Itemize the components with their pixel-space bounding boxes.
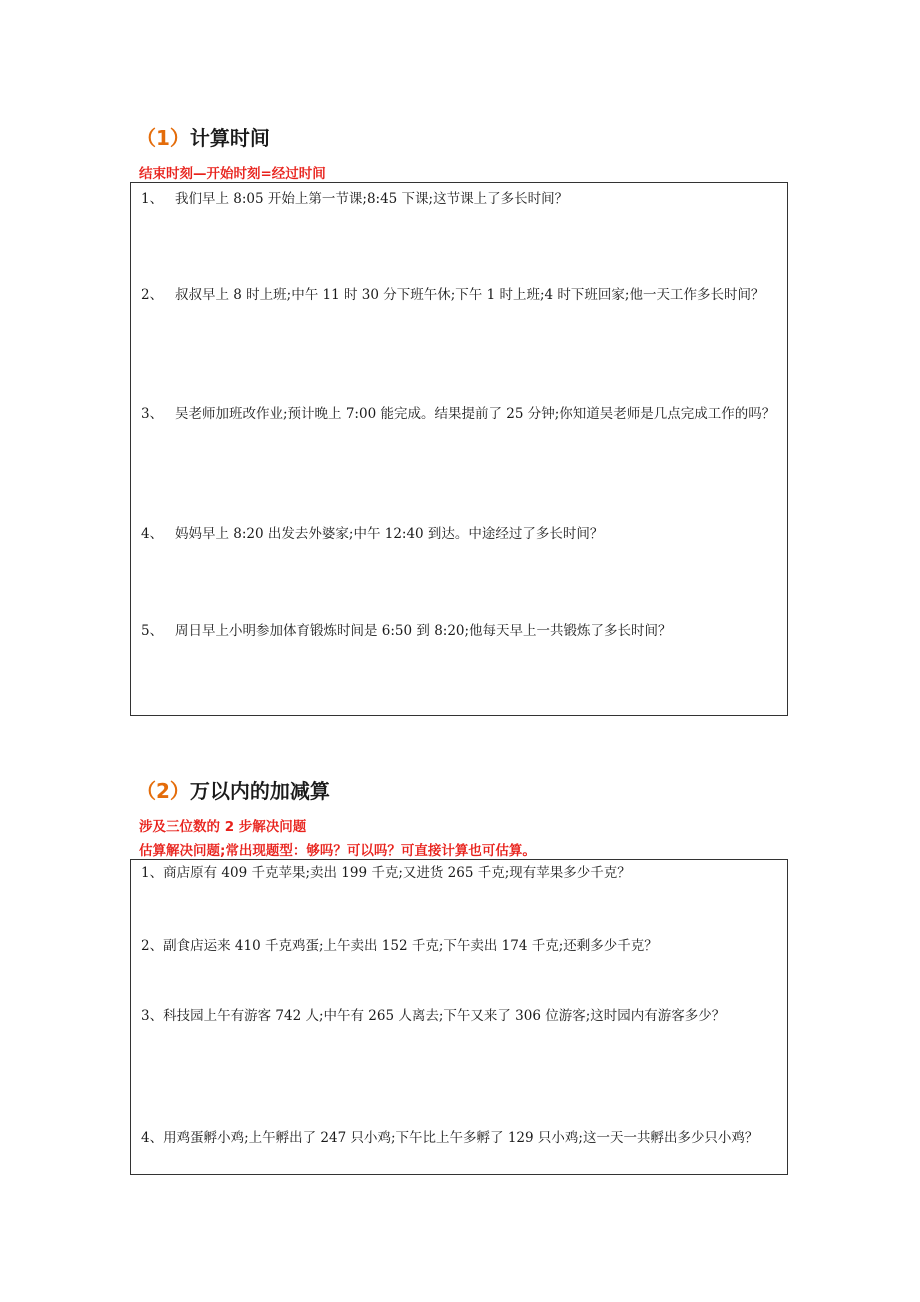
section-1-formula-note: 结束时刻—开始时刻=经过时间 — [139, 166, 326, 182]
question-text: 叔叔早上 8 时上班;中午 11 时 30 分下班午休;下午 1 时上班;4 时下班回家;他一天工作多长时间？ — [175, 287, 765, 303]
section-2-heading: 万以内的加减算 — [189, 779, 330, 803]
question-text: 我们早上 8:05 开始上第一节课;8:45 下课;这节课上了多长时间？ — [175, 191, 569, 207]
section-1-question-box — [130, 182, 788, 716]
question-number: 1、 — [141, 865, 164, 881]
question-number: 1、 — [141, 191, 164, 207]
question-1-4 — [141, 521, 781, 547]
question-1-5 — [141, 618, 781, 644]
question-text: 妈妈早上 8:20 出发去外婆家;中午 12:40 到达。中途经过了多长时间？ — [175, 526, 604, 542]
question-text: 用鸡蛋孵小鸡;上午孵出了 247 只小鸡;下午比上午多孵了 129 只小鸡;这一天一共孵出多少只小鸡？ — [163, 1130, 759, 1146]
question-1-2 — [141, 282, 781, 308]
section-1-number: （1） — [136, 126, 190, 150]
question-number: 5、 — [141, 623, 164, 639]
question-number: 4、 — [141, 1130, 164, 1146]
question-text: 吴老师加班改作业;预计晚上 7:00 能完成。结果提前了 25 分钟;你知道吴老师是几点完成工作的吗？ — [175, 406, 776, 422]
question-text: 科技园上午有游客 742 人;中午有 265 人离去;下午又来了 306 位游客;这时园内有游客多少？ — [163, 1008, 726, 1024]
section-1-title — [136, 122, 270, 151]
question-1-3 — [141, 401, 781, 427]
question-2-2 — [141, 933, 781, 959]
section-1-heading: 计算时间 — [189, 126, 270, 150]
question-number: 2、 — [141, 938, 164, 954]
section-2-number: （2） — [136, 779, 190, 803]
question-2-3 — [141, 1003, 781, 1029]
question-text: 副食店运来 410 千克鸡蛋;上午卖出 152 千克;下午卖出 174 千克;还剩多少千克？ — [163, 938, 658, 954]
section-2-title — [136, 775, 330, 804]
question-number: 3、 — [141, 1008, 164, 1024]
question-2-1 — [141, 860, 781, 886]
question-2-4 — [141, 1125, 781, 1151]
question-text: 周日早上小明参加体育锻炼时间是 6:50 到 8:20;他每天早上一共锻炼了多长时间？ — [175, 623, 672, 639]
section-2-question-box — [130, 859, 788, 1175]
question-number: 3、 — [141, 406, 164, 422]
question-number: 2、 — [141, 287, 164, 303]
section-2-note-2: 估算解决问题;常出现题型：够吗？可以吗？可直接计算也可估算。 — [139, 843, 536, 859]
section-2-note-1: 涉及三位数的 2 步解决问题 — [139, 819, 307, 835]
question-1-1 — [141, 186, 781, 212]
question-text: 商店原有 409 千克苹果;卖出 199 千克;又进货 265 千克;现有苹果多少千克？ — [163, 865, 631, 881]
question-number: 4、 — [141, 526, 164, 542]
